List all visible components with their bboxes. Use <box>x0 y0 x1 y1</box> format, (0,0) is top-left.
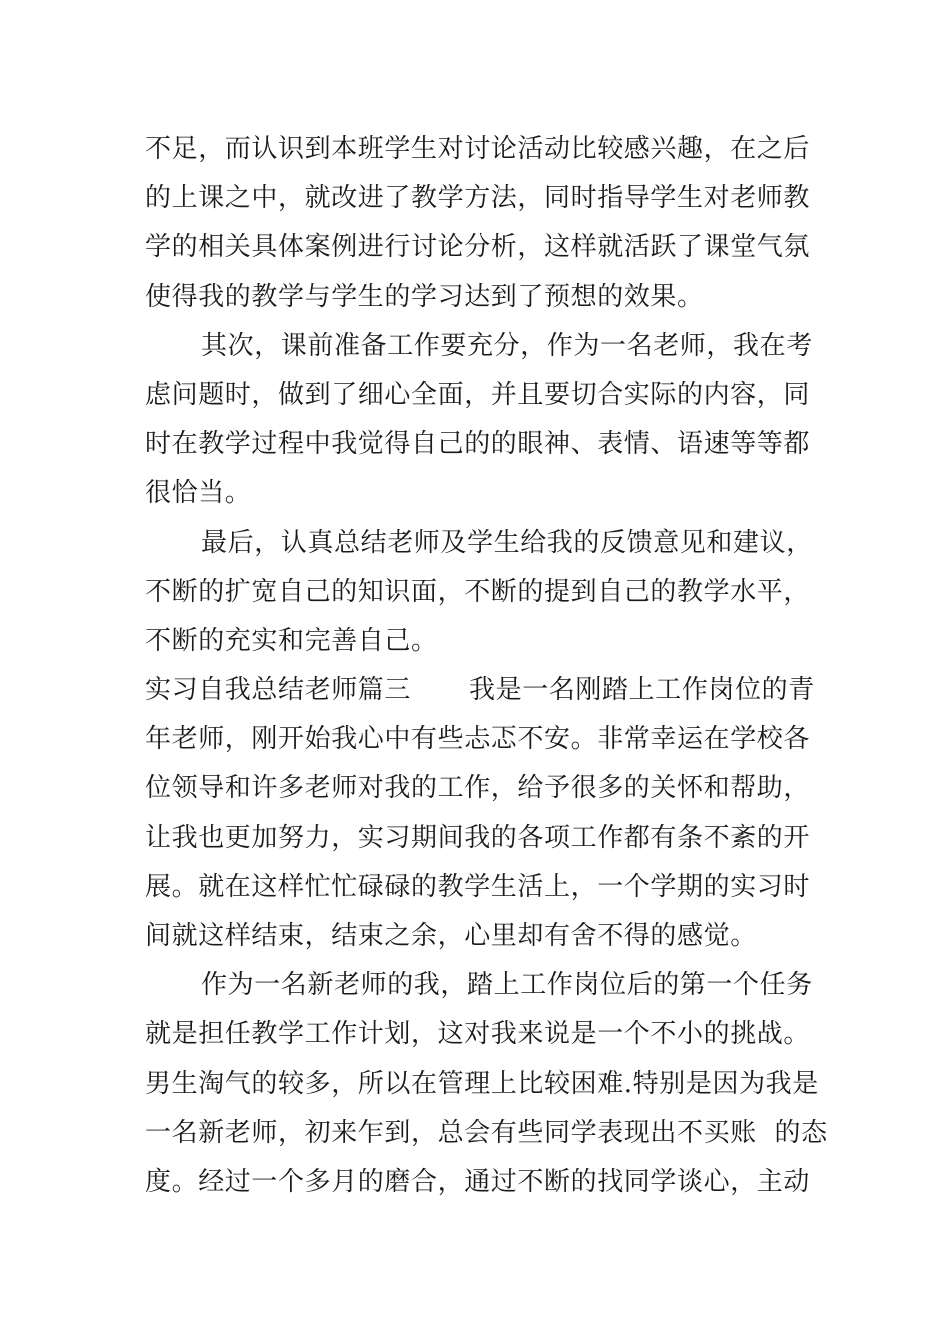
section-heading: 实习自我总结老师篇三 <box>145 675 412 706</box>
paragraph-first-line: 其次，课前准备工作要充分，作为一名老师，我在考 <box>201 330 813 361</box>
text-line: 一名新老师，初来乍到，总会有些同学表现出不买账 的态 <box>145 1117 828 1148</box>
text-line: 不足，而认识到本班学生对讨论活动比较感兴趣，在之后 <box>145 134 811 164</box>
text-line: 就是担任教学工作计划，这对我来说是一个不小的挑战。 <box>145 1019 811 1050</box>
paragraph-first-line: 作为一名新老师的我，踏上工作岗位后的第一个任务 <box>201 970 813 1001</box>
text-line: 位领导和许多老师对我的工作，给予很多的关怀和帮助， <box>145 773 811 804</box>
text-line: 使得我的教学与学生的学习达到了预想的效果。 <box>145 281 704 312</box>
text-line: 学的相关具体案例进行讨论分析，这样就活跃了课堂气氛 <box>145 232 811 263</box>
text-line: 不断的扩宽自己的知识面，不断的提到自己的教学水平， <box>145 576 811 607</box>
text-line: 展。就在这样忙忙碌碌的教学生活上，一个学期的实习时 <box>145 871 811 902</box>
text-line: 的上课之中，就改进了教学方法，同时指导学生对老师教 <box>145 183 811 214</box>
text-line: 不断的充实和完善自己。 <box>145 625 438 656</box>
text-line: 很恰当。 <box>145 478 252 509</box>
text-line: 度。经过一个多月的磨合，通过不断的找同学谈心，主动 <box>145 1166 811 1197</box>
text-line: 让我也更加努力，实习期间我的各项工作都有条不紊的开 <box>145 822 811 853</box>
text-segment: 我是一名刚踏上工作岗位的青 <box>469 675 815 706</box>
paragraph-first-line: 最后，认真总结老师及学生给我的反馈意见和建议， <box>201 527 813 558</box>
text-line: 男生淘气的较多，所以在管理上比较困难.特别是因为我是 <box>145 1068 819 1099</box>
body-text <box>145 125 828 1207</box>
text-line: 虑问题时，做到了细心全面，并且要切合实际的内容，同 <box>145 379 811 410</box>
text-line: 时在教学过程中我觉得自己的的眼神、表情、语速等等都 <box>145 429 811 460</box>
section-heading-line <box>145 666 815 715</box>
text-line: 年老师，刚开始我心中有些忐忑不安。非常幸运在学校各 <box>145 724 811 755</box>
text-line: 间就这样结束，结束之余，心里却有舍不得的感觉。 <box>145 921 757 951</box>
